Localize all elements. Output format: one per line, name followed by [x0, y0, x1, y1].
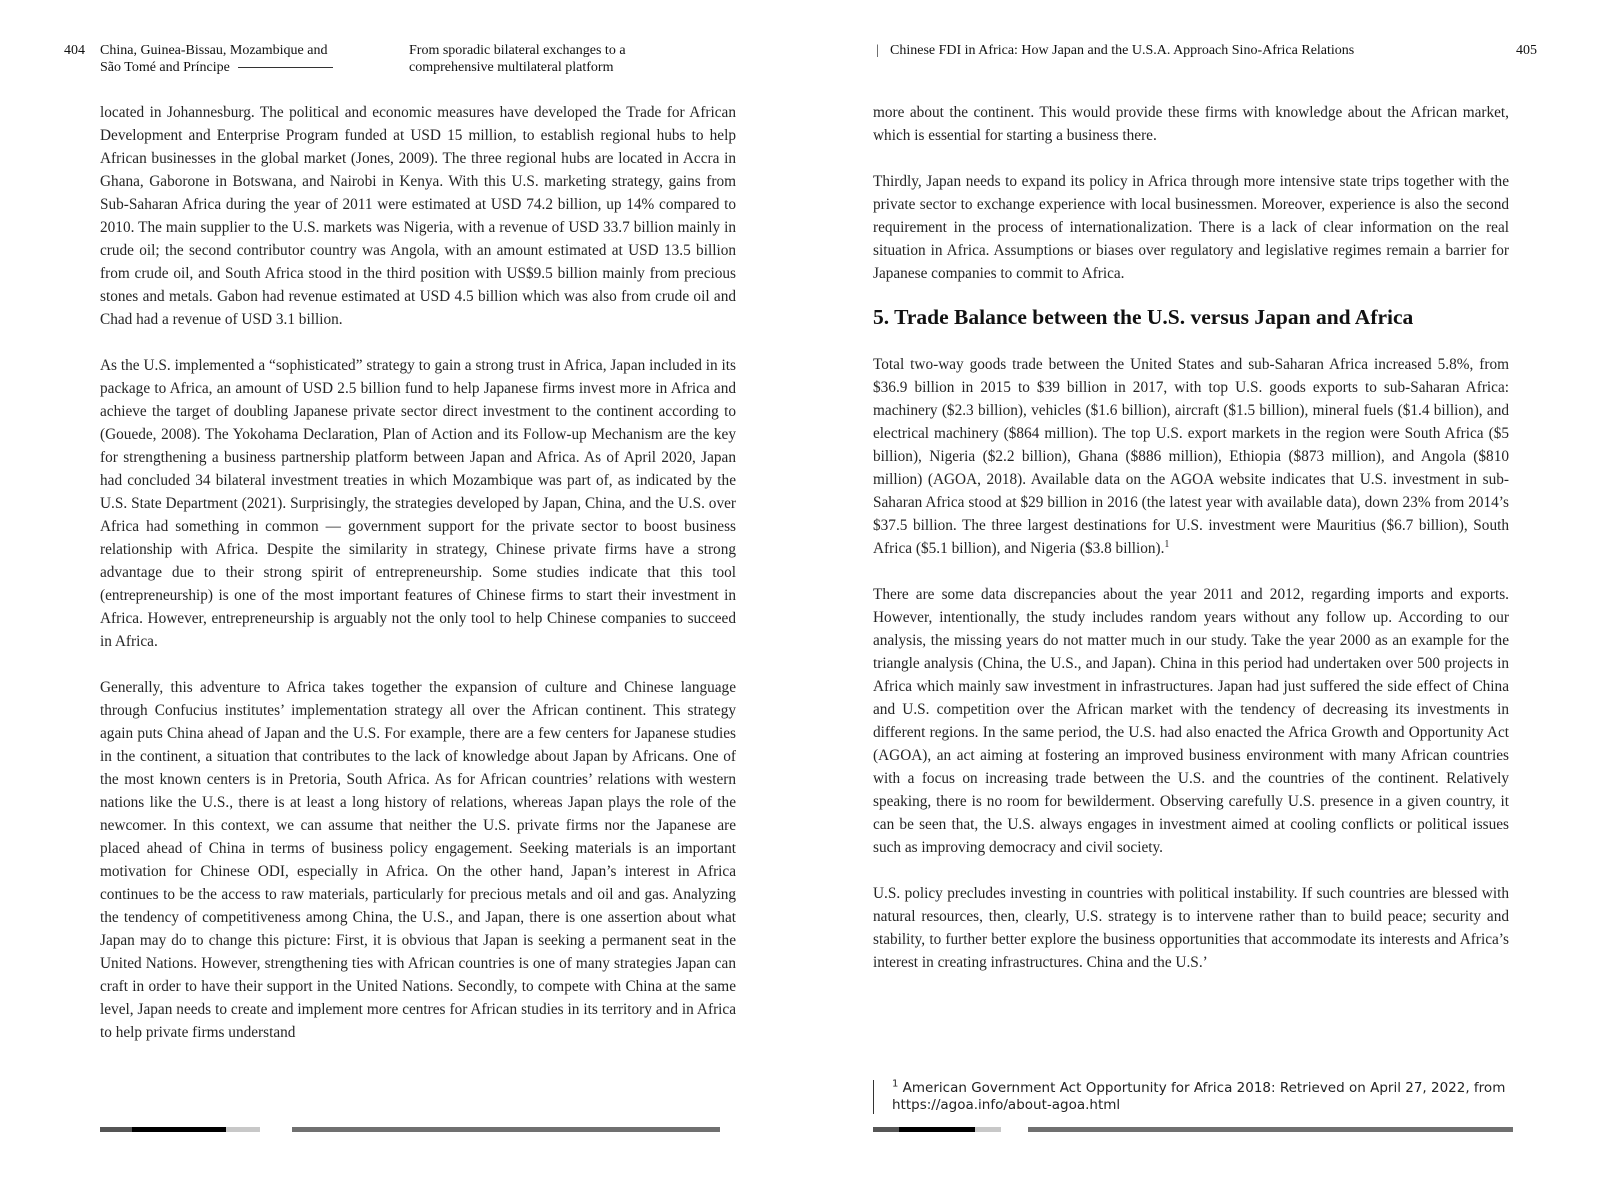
footer-bar-segment: [899, 1127, 975, 1132]
page-number-right: 405: [1516, 43, 1537, 58]
chapter-title-line-1: China, Guinea-Bissau, Mozambique and: [100, 43, 328, 58]
footer-decorative-bar: [100, 1127, 720, 1132]
running-head-divider: |: [876, 43, 879, 58]
left-body-text: [100, 101, 736, 1067]
paragraph: There are some data discrepancies about the year 2011 and 2012, regarding imports and exports. However, intentionally, the study includes random years without any follow up. According to our analysis, the missing years do not matter much in our study. Take the year 2000 as an example for the triangle analysis (China, the U.S., and Japan). China in this period had undertaken over 500 projects in Africa which mainly saw investment in infrastructures. Japan had just suffered the side effect of China and U.S. competition over the African market with the tendency of decreasing its investments in different regions. In the same period, the U.S. had also enacted the Africa Growth and Opportunity Act (AGOA), an act aiming at fostering an improved business environment with many African countries with a focus on increasing trade between the U.S. and the countries of the continent. Relatively speaking, there is no room for bewilderment. Observing carefully U.S. presence in a given country, it can be seen that, the U.S. always engages in investment aimed at cooling conflicts or political issues such as improving democracy and civil society.: [873, 586, 1509, 856]
footnote-reference[interactable]: 1: [1164, 538, 1170, 550]
running-head-book-title: Chinese FDI in Africa: How Japan and the U.S.A. Approach Sino-Africa Relations: [890, 43, 1355, 58]
section-title-line-1: From sporadic bilateral exchanges to a: [409, 43, 626, 58]
footer-bar-segment: [100, 1127, 132, 1132]
section-title-line-2: comprehensive multilateral platform: [409, 60, 614, 75]
paragraph: U.S. policy precludes investing in countries with political instability. If such countries are blessed with natural resources, then, clearly, U.S. strategy is to intervene rather than to build peace; security and stability, to further better explore the business opportunities that accommodate its interests and Africa’s interest in creating infrastructures. China and the U.S.’: [873, 885, 1509, 971]
footer-bar-segment: [226, 1127, 260, 1132]
section-heading: 5. Trade Balance between the U.S. versus Japan and Africa: [873, 305, 1414, 329]
paragraph: more about the continent. This would provide these firms with knowledge about the African market, which is essential for starting a business there.: [873, 104, 1509, 144]
footer-bar-segment: [873, 1127, 899, 1132]
footnote-text: American Government Act Opportunity for Africa 2018: Retrieved on April 27, 2022, from https://agoa.info/about-agoa.html: [892, 1080, 1506, 1113]
paragraph: located in Johannesburg. The political and economic measures have developed the Trade for African Development and Enterprise Program funded at USD 15 million, to establish regional hubs to help African businesses in the global market (Jones, 2009). The three regional hubs are located in Accra in Ghana, Gaborone in Botswana, and Nairobi in Kenya. With this U.S. marketing strategy, gains from Sub-Saharan Africa during the year of 2011 were estimated at USD 74.2 billion, up 14% compared to 2010. The main supplier to the U.S. markets was Nigeria, with a revenue of USD 33.7 billion mainly in crude oil; the second contributor country was Angola, with an amount estimated at USD 13.5 billion from crude oil, and South Africa stood in the third position with US$9.5 billion mainly from precious stones and metals. Gabon had revenue estimated at USD 4.5 billion which was also from crude oil and Chad had a revenue of USD 3.1 billion.: [100, 104, 736, 328]
footer-bar-segment: [132, 1127, 226, 1132]
right-body-text-section: [873, 353, 1509, 997]
footer-bar-segment: [292, 1127, 720, 1132]
footnote: [873, 1080, 1513, 1114]
running-head-chapter-title: [100, 42, 350, 76]
footnote-number: 1: [892, 1078, 899, 1090]
running-head-rule: [238, 67, 333, 68]
chapter-title-line-2: São Tomé and Príncipe: [100, 60, 230, 75]
paragraph: Thirdly, Japan needs to expand its policy in Africa through more intensive state trips together with the private sector to exchange experience with local businessmen. Moreover, experience is also the second requirement in the process of internationalization. There is a lack of clear information on the real situation in Africa. Assumptions or biases over regulatory and legislative regimes remain a barrier for Japanese companies to commit to Africa.: [873, 173, 1509, 282]
paragraph-text: Total two-way goods trade between the United States and sub-Saharan Africa increased 5.8%, from $36.9 billion in 2015 to $39 billion in 2017, with top U.S. goods exports to sub-Saharan Africa: machinery ($2.3 billion), vehicles ($1.6 billion), aircraft ($1.5 billion), mineral fuels ($1.4 billion), and electrical machinery ($864 million). The top U.S. export markets in the region were South Africa ($5 billion), Nigeria ($2.2 billion), Ghana ($886 million), Ethiopia ($873 million), and Angola ($810 million) (AGOA, 2018). Available data on the AGOA website indicates that U.S. investment in sub-Saharan Africa stood at $29 billion in 2016 (the latest year with available data), down 23% from 2014’s $37.5 billion. The three largest destinations for U.S. investment were Mauritius ($6.7 billion), South Africa ($5.1 billion), and Nigeria ($3.8 billion).: [873, 356, 1509, 557]
paragraph: [873, 353, 1509, 560]
footer-bar-segment: [1028, 1127, 1513, 1132]
page-number-left: 404: [64, 43, 85, 58]
right-body-text-intro: [873, 101, 1509, 308]
footer-decorative-bar: [873, 1127, 1513, 1132]
footer-bar-segment: [975, 1127, 1001, 1132]
running-head-section-title: [409, 42, 669, 76]
paragraph: Generally, this adventure to Africa takes together the expansion of culture and Chinese language through Confucius institutes’ implementation strategy all over the African continent. This strategy again puts China ahead of Japan and the U.S. For example, there are a few centers for Japanese studies in the continent, a situation that contributes to the lack of knowledge about Japan by Africans. One of the most known centers is in Pretoria, South Africa. As for African countries’ relations with western nations like the U.S., there is at least a long history of relations, whereas Japan plays the role of the newcomer. In this context, we can assume that neither the U.S. private firms nor the Japanese are placed ahead of China in terms of business policy engagement. Seeking materials is an important motivation for Chinese ODI, especially in Africa. On the other hand, Japan’s interest in Africa continues to be the access to raw materials, particularly for precious metals and oil and gas. Analyzing the tendency of competitiveness among China, the U.S., and Japan, there is one assertion about what Japan may do to change this picture: First, it is obvious that Japan is seeking a permanent seat in the United Nations. However, strengthening ties with African countries is one of many strategies Japan can craft in order to have their support in the United Nations. Secondly, to compete with China at the same level, Japan needs to create and implement more centres for African studies in its territory and in Africa to help private firms understand: [100, 679, 736, 1041]
paragraph: As the U.S. implemented a “sophisticated” strategy to gain a strong trust in Africa, Japan included in its package to Africa, an amount of USD 2.5 billion fund to help Japanese firms invest more in Africa and achieve the target of doubling Japanese private sector direct investment to the continent according to (Gouede, 2008). The Yokohama Declaration, Plan of Action and its Follow-up Mechanism are the key for strengthening a business partnership platform between Japan and Africa. As of April 2020, Japan had concluded 34 bilateral investment treaties in which Mozambique was part of, as indicated by the U.S. State Department (2021). Surprisingly, the strategies developed by Japan, China, and the U.S. over Africa had something in common — government support for the private sector to boost business relationship with Africa. Despite the similarity in strategy, Chinese private firms have a strong advantage due to their strong spirit of entrepreneurship. Some studies indicate that this tool (entrepreneurship) is one of the most important features of Chinese firms to start their investment in Africa. However, entrepreneurship is arguably not the only tool to help Chinese companies to succeed in Africa.: [100, 357, 736, 650]
